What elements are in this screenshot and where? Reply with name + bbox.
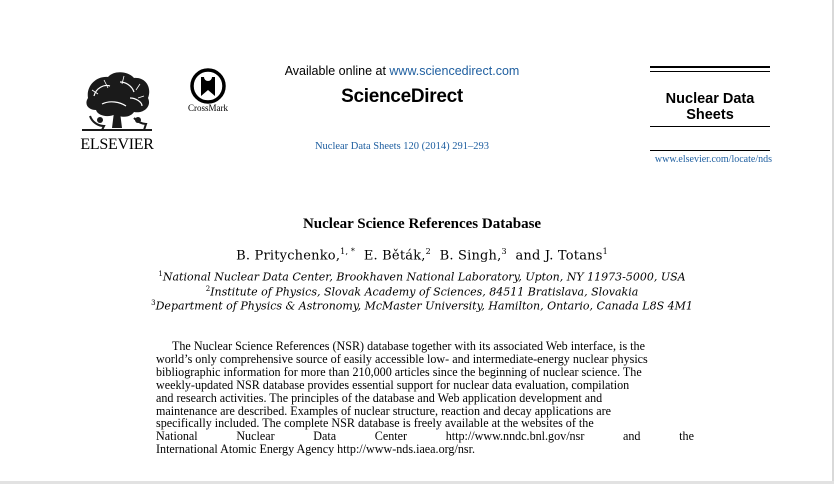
- journal-rule-top: [650, 66, 770, 68]
- available-online-prefix: Available online at: [284, 64, 390, 78]
- author-list: [150, 247, 694, 263]
- author-name: B. Pritychenko,: [236, 248, 341, 264]
- author-superscript: 2: [425, 247, 431, 256]
- sciencedirect-wordmark: ScienceDirect: [341, 86, 463, 107]
- abstract-word: Data: [313, 429, 337, 444]
- author-name: B. Singh,: [439, 248, 502, 264]
- affiliation-text: National Nuclear Data Center, Brookhaven National Laboratory, Upton, NY 11973-5000, USA: [162, 270, 686, 284]
- abstract-word: National: [156, 429, 198, 444]
- affiliation-text: Institute of Physics, Slovak Academy of Sciences, 84511 Bratislava, Slovakia: [210, 285, 639, 299]
- affiliation: [150, 270, 694, 284]
- abstract-word: and: [623, 429, 641, 444]
- author-name: E. Běták,: [363, 248, 426, 264]
- affiliation-text: Department of Physics & Astronomy, McMaster University, Hamilton, Ontario, Canada L8S 4M1: [155, 299, 693, 313]
- author-superscript: 3: [501, 247, 507, 256]
- journal-rule-bottom: [650, 150, 770, 151]
- affiliation-number: 3: [151, 299, 156, 307]
- journal-name-line2: Sheets: [686, 107, 734, 123]
- author-superscript: 1: [602, 247, 608, 256]
- crossmark-label: CrossMark: [188, 103, 228, 113]
- affiliation-number: 2: [205, 285, 211, 293]
- abstract-line: world’s only comprehensive source of easily accessible low- and intermediate-energy nuclear physics: [156, 351, 648, 366]
- journal-name-line1: Nuclear Data: [665, 91, 755, 107]
- crossmark-icon[interactable]: [190, 68, 226, 104]
- available-online-line: [270, 64, 534, 78]
- journal-rule-middle: [650, 126, 770, 127]
- paper-title: Nuclear Science References Database: [302, 216, 542, 232]
- author-name: and J. Totans: [515, 248, 603, 264]
- abstract: [156, 340, 694, 456]
- journal-citation[interactable]: Nuclear Data Sheets 120 (2014) 291–293: [314, 141, 490, 152]
- abstract-line: The Nuclear Science References (NSR) database together with its associated Web interface, is the: [172, 339, 645, 353]
- abstract-line: International Atomic Energy Agency http://www-nds.iaea.org/nsr.: [156, 442, 475, 457]
- publisher-name: ELSEVIER: [80, 136, 154, 153]
- abstract-line: bibliographic information for more than 210,000 articles since the beginning of nuclear science. The: [156, 364, 642, 379]
- abstract-word: Center: [374, 429, 408, 444]
- abstract-line: and research activities. The principles of the database and Web application development and: [156, 390, 603, 405]
- journal-name: [650, 91, 770, 123]
- elsevier-tree-logo-icon: [80, 68, 154, 134]
- affiliation: [150, 299, 694, 313]
- nndc-nsr-link[interactable]: http://www.nndc.bnl.gov/nsr: [445, 429, 585, 444]
- affiliation-number: 1: [158, 270, 163, 278]
- abstract-line: weekly-updated NSR database provides essential support for nuclear data evaluation, compilation: [156, 377, 630, 392]
- abstract-line: specifically included. The complete NSR database is freely available at the websites of the: [156, 416, 594, 431]
- abstract-line: maintenance are described. Examples of nuclear structure, reaction and decay applications are: [156, 403, 611, 418]
- sciencedirect-link[interactable]: www.sciencedirect.com: [389, 64, 520, 78]
- journal-homepage-link[interactable]: www.elsevier.com/locate/nds: [654, 154, 772, 165]
- affiliation: [150, 285, 694, 299]
- journal-rule-top-thin: [650, 71, 770, 72]
- author-superscript: 1, *: [340, 247, 356, 256]
- abstract-word: Nuclear: [236, 429, 275, 444]
- abstract-word: the: [679, 429, 694, 444]
